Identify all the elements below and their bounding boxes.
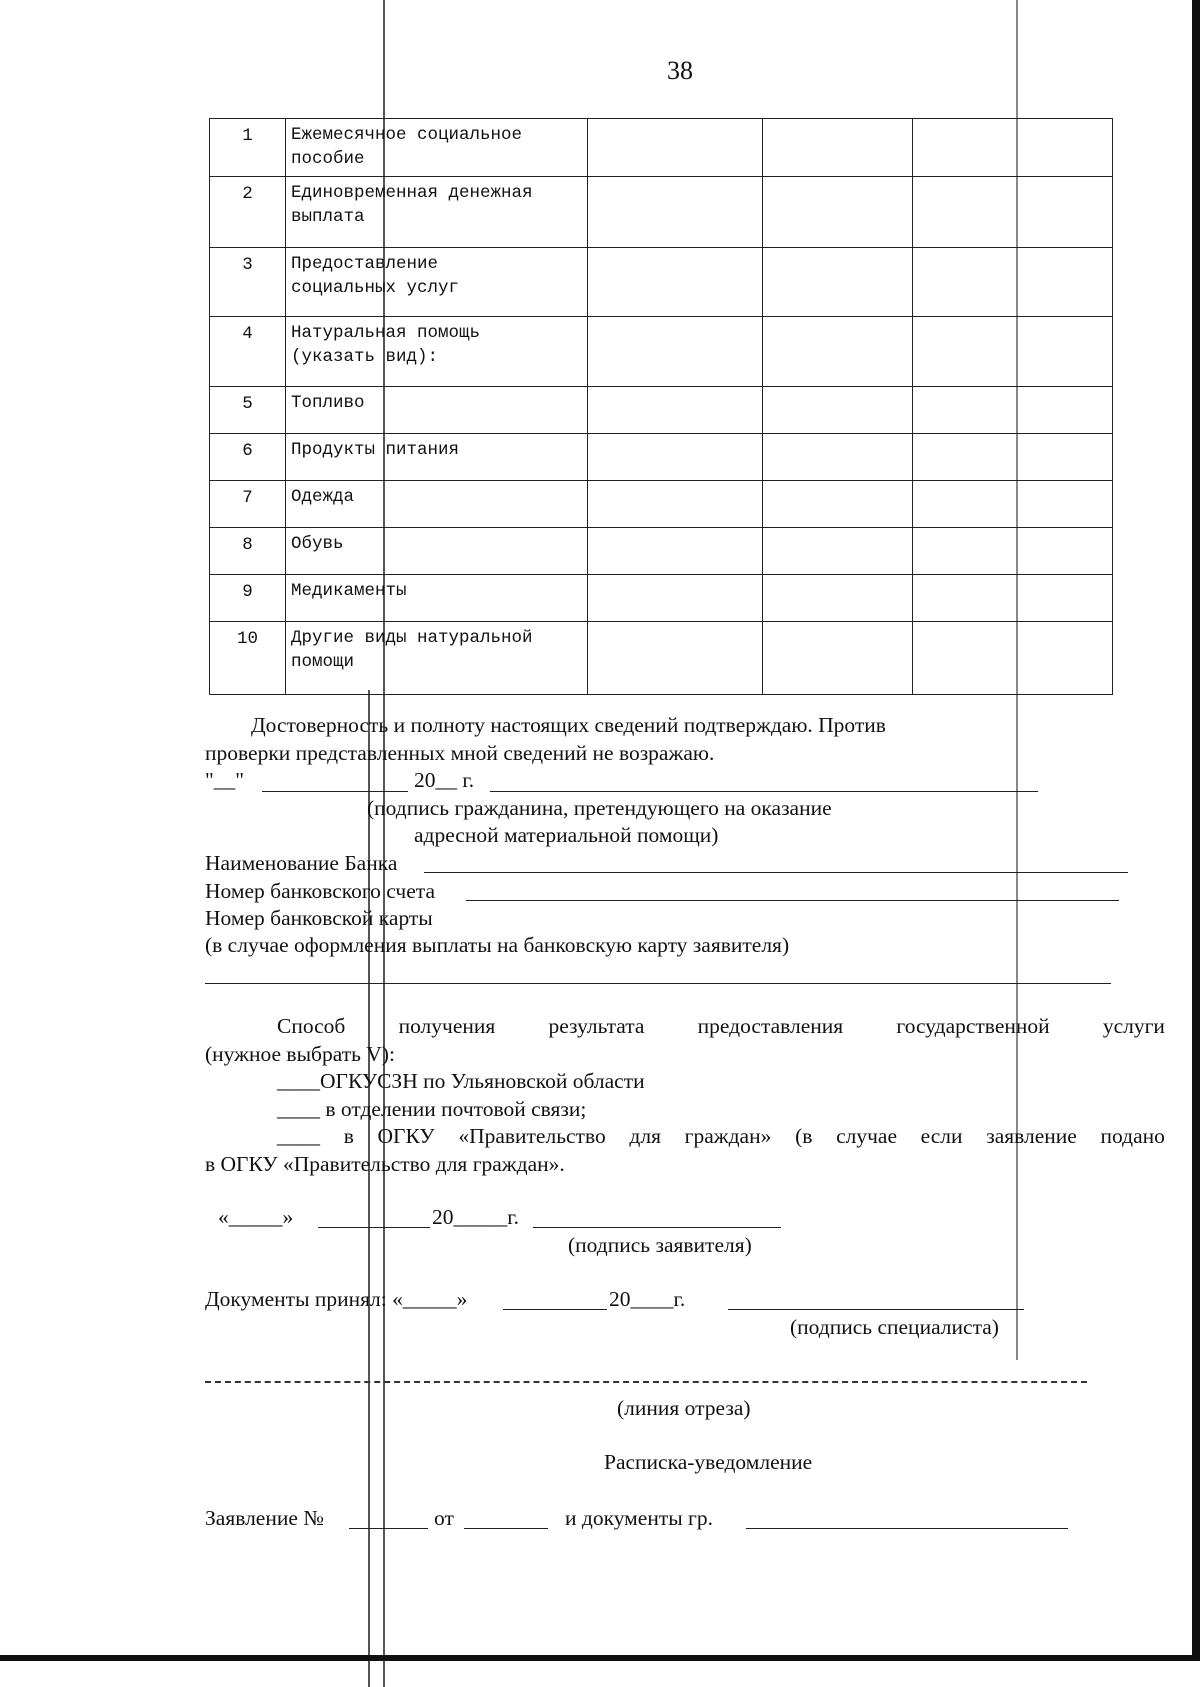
citizen-signature-blank[interactable] (490, 791, 1038, 792)
accepted-year: 20____г. (609, 1287, 686, 1311)
empty-cell[interactable] (763, 528, 913, 575)
row-number: 7 (210, 481, 286, 528)
table-row (210, 119, 1113, 177)
row-number: 9 (210, 575, 286, 622)
row-label (286, 622, 588, 695)
bank-account-blank[interactable] (466, 900, 1119, 901)
bank-card-note: (в случае оформления выплаты на банковскую карту заявителя) (205, 933, 790, 957)
row-label-line: Другие виды натуральной (291, 628, 533, 648)
option-3-word: «Правительство (458, 1124, 606, 1148)
empty-cell[interactable] (913, 528, 1113, 575)
option-3-word: подано (1100, 1124, 1165, 1148)
row-label-line: Одежда (291, 487, 355, 507)
bank-account-label: Номер банковского счета (205, 879, 435, 903)
method-line-1 (277, 1014, 1165, 1040)
table-row (210, 575, 1113, 622)
table-row (210, 387, 1113, 434)
row-label-line: Топливо (291, 393, 365, 413)
option-3-word: заявление (986, 1124, 1077, 1148)
applicant-date-year: 20_____г. (432, 1205, 520, 1229)
scan-edge-right (1192, 0, 1200, 1661)
empty-cell[interactable] (913, 575, 1113, 622)
row-label (286, 575, 588, 622)
empty-cell[interactable] (763, 177, 913, 248)
table-row (210, 317, 1113, 387)
row-label-line: Продукты питания (291, 440, 460, 460)
row-label-line: Натуральная помощь (291, 323, 481, 343)
empty-cell[interactable] (763, 119, 913, 177)
table-row (210, 248, 1113, 317)
empty-cell[interactable] (913, 622, 1113, 695)
row-label-line: социальных услуг (291, 277, 460, 298)
receipt-from-label: от (434, 1506, 454, 1530)
applicant-signature-blank[interactable] (533, 1227, 781, 1228)
option-3[interactable] (277, 1124, 1165, 1150)
scan-artifact-line (368, 690, 370, 1687)
empty-cell[interactable] (913, 248, 1113, 317)
empty-cell[interactable] (913, 481, 1113, 528)
row-number: 5 (210, 387, 286, 434)
empty-cell[interactable] (588, 119, 763, 177)
bank-name-blank[interactable] (424, 872, 1128, 873)
empty-cell[interactable] (588, 434, 763, 481)
method-line-1-word: получения (398, 1014, 496, 1038)
empty-cell[interactable] (763, 387, 913, 434)
option-3-word: граждан» (684, 1124, 772, 1148)
row-number: 1 (210, 119, 286, 177)
row-label-line: Единовременная денежная (291, 183, 533, 203)
option-1[interactable] (277, 1069, 645, 1095)
empty-cell[interactable] (588, 317, 763, 387)
row-label (286, 248, 588, 317)
row-label-line: помощи (291, 651, 355, 672)
page-number: 38 (667, 56, 693, 85)
option-1-blank[interactable]: ____ (277, 1069, 320, 1093)
row-number: 4 (210, 317, 286, 387)
option-3-word: ОГКУ (377, 1124, 435, 1148)
bank-card-blank[interactable] (205, 983, 1111, 984)
applicant-date-month-blank (318, 1227, 430, 1228)
empty-cell[interactable] (588, 177, 763, 248)
bank-name-label: Наименование Банка (205, 851, 398, 875)
table-row (210, 481, 1113, 528)
receipt-number-blank[interactable] (349, 1528, 428, 1529)
option-3-continued: в ОГКУ «Правительство для граждан». (205, 1152, 565, 1176)
row-number: 8 (210, 528, 286, 575)
option-1-label: ОГКУСЗН по Ульяновской области (320, 1069, 645, 1093)
empty-cell[interactable] (763, 575, 913, 622)
option-3-word: для (629, 1124, 661, 1148)
confirm-line-1: Достоверность и полноту настоящих сведений подтверждаю. Против (251, 713, 886, 737)
row-number: 6 (210, 434, 286, 481)
table-row (210, 177, 1113, 248)
option-3-word: если (920, 1124, 963, 1148)
method-line-1-word: результата (548, 1014, 645, 1038)
option-3-word: в (343, 1124, 354, 1148)
confirm-line-2: проверки представленных мной сведений не возражаю. (205, 741, 715, 765)
accepted-label: Документы принял: «_____» (205, 1287, 468, 1311)
receipt-docs-label: и документы гр. (565, 1506, 713, 1530)
empty-cell[interactable] (588, 248, 763, 317)
option-3-word: случае (836, 1124, 897, 1148)
method-line-1-word: Способ (277, 1014, 346, 1038)
scan-edge-bottom (0, 1655, 1200, 1661)
row-label-line: (указать вид): (291, 346, 439, 367)
row-label (286, 317, 588, 387)
row-label-line: Медикаменты (291, 581, 407, 601)
empty-cell[interactable] (763, 434, 913, 481)
empty-cell[interactable] (913, 177, 1113, 248)
citizen-sig-caption-1: (подпись гражданина, претендующего на оказание (367, 796, 832, 820)
cut-line-label: (линия отреза) (617, 1396, 751, 1420)
table-row (210, 528, 1113, 575)
method-line-2: (нужное выбрать V): (205, 1042, 395, 1066)
row-number: 3 (210, 248, 286, 317)
date-month-blank (262, 791, 408, 792)
empty-cell[interactable] (588, 575, 763, 622)
row-label-line: пособие (291, 148, 365, 169)
empty-cell[interactable] (588, 387, 763, 434)
empty-cell[interactable] (763, 248, 913, 317)
option-2-label: в отделении почтовой связи; (325, 1097, 587, 1121)
row-number: 10 (210, 622, 286, 695)
row-label-line: выплата (291, 206, 365, 227)
receipt-citizen-blank[interactable] (746, 1528, 1068, 1529)
table-row (210, 434, 1113, 481)
option-2-blank[interactable]: ____ (277, 1097, 320, 1121)
table-row (210, 622, 1113, 695)
empty-cell[interactable] (588, 481, 763, 528)
specialist-sig-caption: (подпись специалиста) (790, 1315, 999, 1339)
empty-cell[interactable] (763, 622, 913, 695)
empty-cell[interactable] (588, 528, 763, 575)
receipt-title: Расписка-уведомление (604, 1450, 813, 1474)
row-label-line: Предоставление (291, 254, 439, 274)
row-label-line: Ежемесячное социальное (291, 125, 523, 145)
date-year: 20__ г. (414, 768, 475, 792)
empty-cell[interactable] (763, 481, 913, 528)
assistance-table (209, 118, 1113, 695)
specialist-signature-blank[interactable] (728, 1309, 1024, 1310)
row-label (286, 434, 588, 481)
cut-line (205, 1381, 1087, 1383)
row-label (286, 481, 588, 528)
row-number: 2 (210, 177, 286, 248)
accepted-month-blank (503, 1309, 607, 1310)
applicant-date-open: «_____» (218, 1205, 294, 1229)
receipt-date-blank[interactable] (464, 1528, 548, 1529)
row-label (286, 177, 588, 248)
method-line-1-word: государственной (896, 1014, 1050, 1038)
option-3-word: (в (795, 1124, 813, 1148)
applicant-sig-caption: (подпись заявителя) (568, 1233, 752, 1257)
row-label (286, 387, 588, 434)
row-label (286, 528, 588, 575)
receipt-application-label: Заявление № (205, 1506, 324, 1530)
row-label-line: Обувь (291, 534, 344, 554)
option-2[interactable] (277, 1097, 586, 1123)
row-label (286, 119, 588, 177)
method-line-1-word: услуги (1102, 1014, 1165, 1038)
empty-cell[interactable] (763, 317, 913, 387)
option-3-word: ____ (277, 1124, 320, 1148)
bank-card-label: Номер банковской карты (205, 906, 433, 930)
empty-cell[interactable] (913, 387, 1113, 434)
empty-cell[interactable] (913, 434, 1113, 481)
empty-cell[interactable] (913, 119, 1113, 177)
empty-cell[interactable] (913, 317, 1113, 387)
date-open: "__" (205, 768, 245, 792)
method-line-1-word: предоставления (697, 1014, 844, 1038)
empty-cell[interactable] (588, 622, 763, 695)
citizen-sig-caption-2: адресной материальной помощи) (414, 823, 719, 847)
